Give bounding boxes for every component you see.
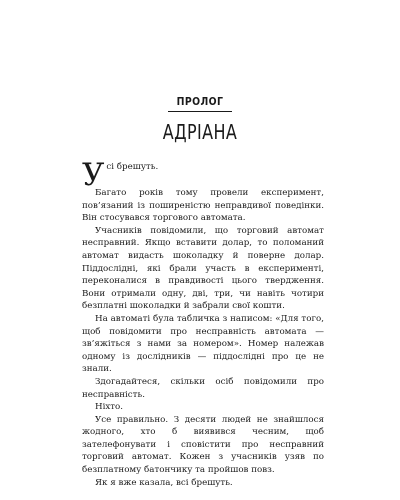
chapter-title: АДРІАНА	[162, 120, 238, 144]
paragraph-5: Здогадайтеся, скільки осіб повідомили про несправність.	[82, 376, 324, 400]
paragraph-1-text: сі брешуть.	[106, 162, 159, 172]
paragraph-1	[82, 157, 324, 193]
paragraph-8: Як я вже казала, всі брешуть.	[95, 477, 233, 488]
paragraph-2: Багато років тому провели експеримент, пов’язаний із поширеністю неправдивої поведінки. Він стосувався торгового автомата.	[82, 188, 324, 224]
heading-divider	[168, 111, 232, 112]
paragraph-7: Усе правильно. З десяти людей не знайшлося жодного, хто б виявився чесним, щоб зателефонувати і сповістити про несправний торговий автомат. Кожен з учасників узяв по безплатному батончику та пройшов повз.	[82, 414, 324, 476]
paragraph-4: На автоматі була табличка з написом: «Для того, щоб повідомити про несправність автомата — зв’яжіться з нами за номером». Номер належав одному із дослідників — піддослідні про це не знали.	[82, 313, 324, 375]
body-text	[82, 157, 324, 489]
paragraph-6: Ніхто.	[95, 402, 124, 413]
drop-cap: У	[82, 157, 105, 193]
paragraph-3: Учасників повідомили, що торговий автомат несправний. Якщо вставити долар, то поломаний автомат видасть шоколадку й поверне долар. Піддослідні, які брали участь в експерименті, переконалися в правдивості цього твердження. Вони отримали одну, дві, три, чи навіть чотири безплатні шоколадки й забрали свої кошти.	[82, 225, 324, 312]
prologue-label: ПРОЛОГ	[176, 95, 224, 108]
